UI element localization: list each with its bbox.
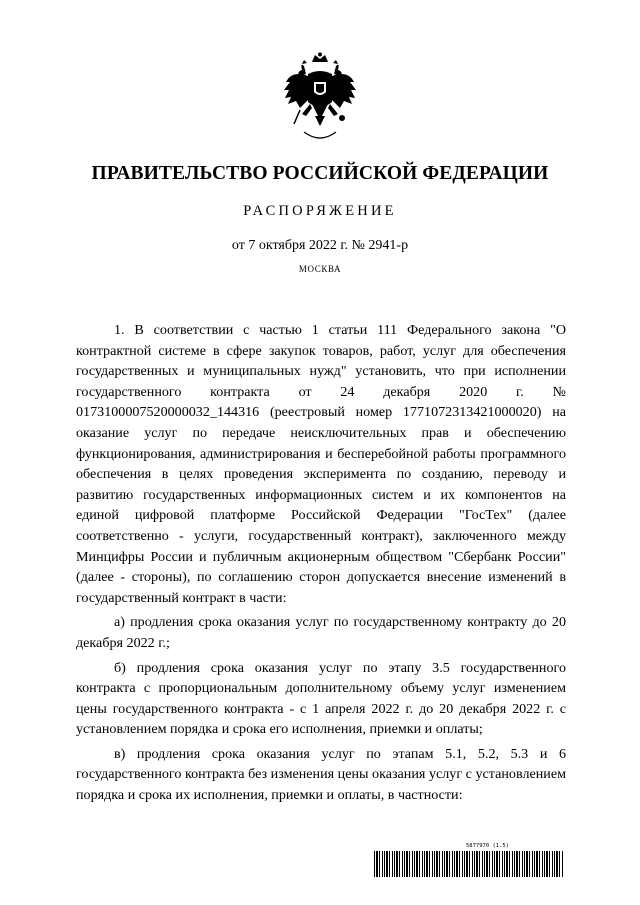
- paragraph-c: в) продления срока оказания услуг по этапам 5.1, 5.2, 5.3 и 6 государственного контракта без изменения цены оказания услуг с установлением порядка и срока их исполнения, приемки и оплаты, в частности:: [76, 745, 566, 804]
- document-date-number: от 7 октября 2022 г. № 2941-р: [231, 238, 409, 253]
- government-title: ПРАВИТЕЛЬСТВО РОССИЙСКОЙ ФЕДЕРАЦИИ: [91, 163, 549, 184]
- barcode: [374, 851, 564, 877]
- paragraph-b: б) продления срока оказания услуг по этапу 3.5 государственного контракта с пропорциональным дополнительному объему услуг изменением цены государственного контракта - с 1 апреля 2022 г. до 20 декабря 2022 г. с установлением порядка и срока его исполнения, приемки и оплаты;: [76, 659, 566, 738]
- barcode-label: 5877970 (1.5): [466, 843, 510, 849]
- coat-of-arms-emblem: [282, 52, 358, 144]
- paragraph-a: а) продления срока оказания услуг по государственному контракту до 20 декабря 2022 г.;: [76, 614, 566, 651]
- paragraph-1: 1. В соответствии с частью 1 статьи 111 Федерального закона "О контрактной системе в сфере закупок товаров, работ, услуг для обеспечения государственных и муниципальных нужд" установить, что при исполнении государственного контракта от 24 декабря 2020 г. № 0173100007520000032_144316 (реестровый номер 1771072313421000020) на оказание услуг по передаче неисключительных прав и обеспечению функционирования, администрирования и бесперебойной работы программного обеспечения в целях проведения эксперимента по созданию, переводу и развитию государственных информационных систем и их компонентов на единой цифровой платформе Российской Федерации "ГосТех" (далее соответственно - услуги, государственный контракт), заключенного между Минцифры России и публичным акционерным обществом "Сбербанк России" (далее - стороны), по соглашению сторон допускается внесение изменений в государственный контракт в части:: [76, 322, 566, 606]
- document-type: РАСПОРЯЖЕНИЕ: [243, 203, 397, 219]
- document-body: [76, 320, 566, 806]
- city-label: МОСКВА: [298, 264, 342, 274]
